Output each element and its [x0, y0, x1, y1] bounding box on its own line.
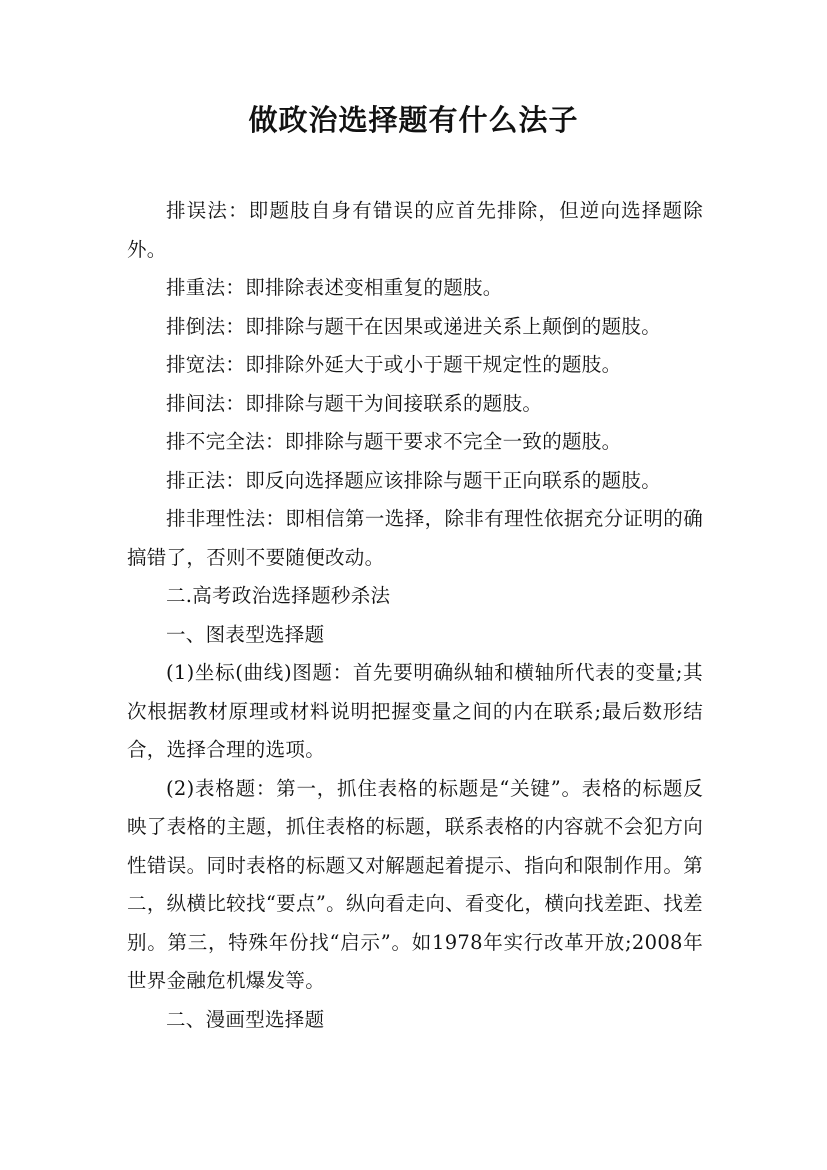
paragraph-elimination-incomplete: 排不完全法：即排除与题干要求不完全一致的题肢。	[166, 430, 622, 453]
paragraph-elimination-reverse: 排倒法：即排除与题干在因果或递进关系上颠倒的题肢。	[166, 314, 662, 338]
paragraph-elimination-width: 排宽法：即排除外延大于或小于题干规定性的题肢。	[166, 353, 622, 376]
document-title: 做政治选择题有什么法子	[248, 103, 579, 137]
paragraph-coordinate-questions: (1)坐标(曲线)图题：首先要明确纵轴和横轴所代表的变量;其次根据教材原理或材料说明把握变量之间的内在联系;最后数形结合，选择合理的选项。	[127, 661, 703, 761]
paragraph-elimination-irrational: 排非理性法：即相信第一选择，除非有理性依据充分证明的确搞错了，否则不要随便改动。	[127, 507, 703, 569]
paragraph-elimination-positive: 排正法：即反向选择题应该排除与题干正向联系的题肢。	[166, 468, 662, 492]
subsection-heading-chart-questions: 一、图表型选择题	[166, 622, 325, 646]
paragraph-elimination-indirect: 排间法：即排除与题干为间接联系的题肢。	[166, 391, 543, 415]
document-body	[127, 192, 703, 1039]
subsection-heading-cartoon-questions: 二、漫画型选择题	[166, 1007, 325, 1031]
section-heading-quick-methods: 二.高考政治选择题秒杀法	[166, 584, 391, 607]
paragraph-elimination-repeat: 排重法：即排除表述变相重复的题肢。	[166, 276, 503, 299]
paragraph-table-questions: (2)表格题：第一，抓住表格的标题是“关键”。表格的标题反映了表格的主题，抓住表格的标题，联系表格的内容就不会犯方向性错误。同时表格的标题又对解题起着提示、指向和限制作用。第二，纵横比较找“要点”。纵向看走向、看变化，横向找差距、找差别。第三，特殊年份找“启示”。如1978年实行改革开放;2008年世界金融危机爆发等。	[127, 776, 703, 992]
paragraph-elimination-error: 排误法：即题肢自身有错误的应首先排除，但逆向选择题除外。	[127, 199, 703, 261]
